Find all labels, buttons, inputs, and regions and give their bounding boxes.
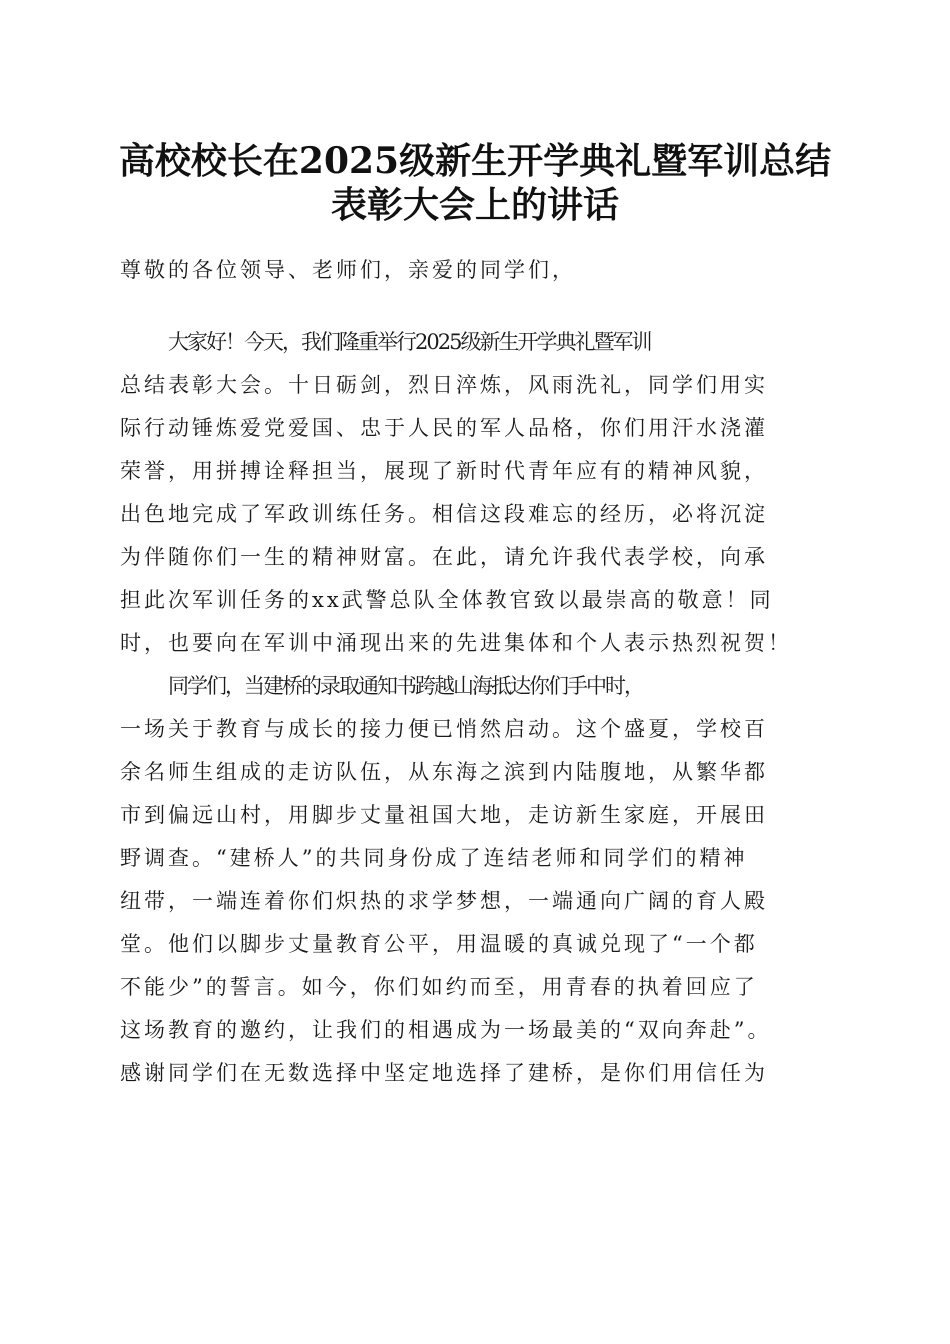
body-line: 际行动锤炼爱党爱国、忠于人民的军人品格，你们用汗水浇灌 [120, 416, 768, 440]
body-line: 堂。他们以脚步丈量教育公平，用温暖的真诚兑现了“一个都 [120, 932, 758, 956]
body-line: 感谢同学们在无数选择中坚定地选择了建桥，是你们用信任为 [120, 1061, 768, 1085]
body-line: 总结表彰大会。十日砺剑，烈日淬炼，风雨洗礼，同学们用实 [120, 373, 768, 397]
body-line: 同学们，当建桥的录取通知书跨越山海抵达你们手中时， [168, 674, 643, 698]
body-line: 出色地完成了军政训练任务。相信这段难忘的经历，必将沉淀 [120, 502, 768, 526]
body-line: 野调查。“建桥人”的共同身份成了连结老师和同学们的精神 [120, 846, 748, 870]
body-line: 这场教育的邀约，让我们的相遇成为一场最美的“双向奔赴”。 [120, 1018, 772, 1042]
document-title-line-1: 高校校长在2025级新生开学典礼暨军训总结 [118, 140, 832, 182]
body-line: 时，也要向在军训中涌现出来的先进集体和个人表示热烈祝贺！ [120, 631, 792, 655]
body-line: 不能少”的誓言。如今，你们如约而至，用青春的执着回应了 [120, 975, 758, 999]
body-line: 为伴随你们一生的精神财富。在此，请允许我代表学校，向承 [120, 545, 768, 569]
body-line: 市到偏远山村，用脚步丈量祖国大地，走访新生家庭，开展田 [120, 803, 768, 827]
body-line: 荣誉，用拼搏诠释担当，展现了新时代青年应有的精神风貌， [120, 459, 768, 483]
body-line: 纽带，一端连着你们炽热的求学梦想，一端通向广阔的育人殿 [120, 889, 768, 913]
body-line: 余名师生组成的走访队伍，从东海之滨到内陆腹地，从繁华都 [120, 760, 768, 784]
body-line: 担此次军训任务的xx武警总队全体教官致以最崇高的敬意！同 [120, 588, 774, 612]
body-line: 一场关于教育与成长的接力便已悄然启动。这个盛夏，学校百 [120, 717, 768, 741]
body-line: 大家好！今天，我们隆重举行2025级新生开学典礼暨军训 [168, 330, 651, 354]
salutation: 尊敬的各位领导、老师们，亲爱的同学们， [120, 258, 576, 282]
document-title-line-2: 表彰大会上的讲话 [330, 184, 619, 226]
